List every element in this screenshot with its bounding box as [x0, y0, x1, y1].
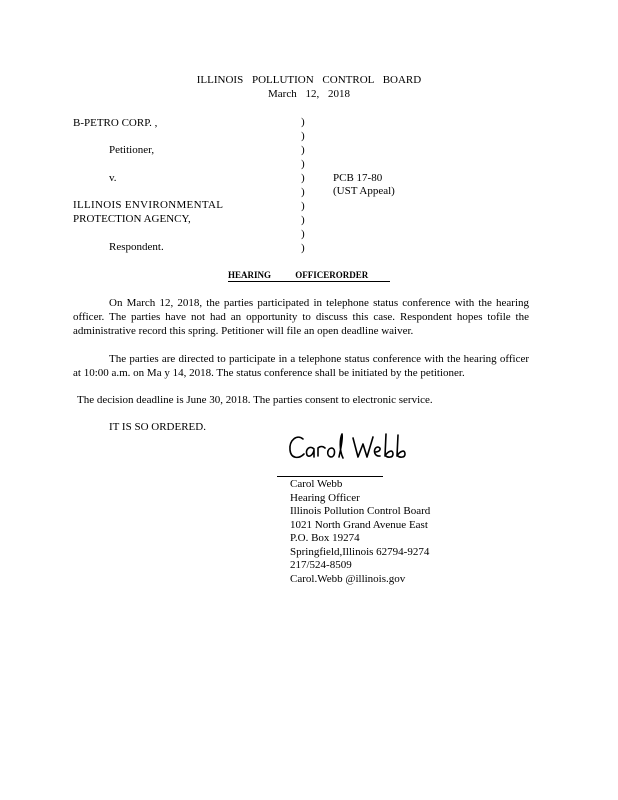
- paren: ): [301, 200, 305, 212]
- paragraph-2-text: The parties are directed to participate in a telephone status conference with the hearing officer at 10:00 a.m. on Ma y 14, 2018. The status conference shall be initiated by the petitioner.: [73, 353, 529, 379]
- respondent-name-line2: PROTECTION AGENCY,: [73, 213, 191, 225]
- paren: ): [301, 172, 305, 184]
- order-date: March 12, 2018: [268, 88, 350, 100]
- signature-block: [290, 478, 430, 586]
- board-name: ILLINOIS POLLUTION CONTROL BOARD: [196, 74, 422, 86]
- paren: ): [301, 214, 305, 226]
- respondent-role: Respondent.: [109, 241, 164, 253]
- signer-title: Hearing Officer: [290, 491, 360, 504]
- signer-po-box: P.O. Box 19274: [290, 532, 360, 544]
- order-title: HEARING OFFICERORDER: [228, 270, 390, 282]
- paragraph-1: [73, 296, 529, 338]
- paren: ): [301, 228, 305, 240]
- paragraph-2: [73, 352, 529, 380]
- caption-parentheses: [301, 115, 311, 255]
- paragraph-1-text: On March 12, 2018, the parties participated in telephone status conference with the hearing officer. The parties have not had an opportunity to discuss this case. Respondent hopes tofile the administrative record this spring. Petitioner will file an open deadline waiver.: [73, 297, 529, 337]
- signer-organization: Illinois Pollution Control Board: [290, 505, 431, 517]
- so-ordered: IT IS SO ORDERED.: [109, 421, 206, 433]
- signer-city: Springfield,Illinois 62794-9274: [290, 545, 430, 558]
- handwritten-signature: [287, 430, 413, 466]
- paren: ): [301, 144, 305, 156]
- case-type: (UST Appeal): [333, 185, 395, 197]
- signer-phone: 217/524-8509: [290, 559, 352, 571]
- petitioner-name: B-PETRO CORP. ,: [73, 117, 158, 129]
- paren: ): [301, 158, 305, 170]
- signer-name: Carol Webb: [290, 478, 343, 490]
- paragraph-3: The decision deadline is June 30, 2018. The parties consent to electronic service.: [77, 394, 433, 406]
- case-number: PCB 17-80: [333, 172, 383, 184]
- signer-email: Carol.Webb @illinois.gov: [290, 572, 406, 585]
- versus: v.: [109, 172, 117, 184]
- respondent-name-line1: ILLINOIS ENVIRONMENTAL: [73, 199, 224, 211]
- paren: ): [301, 186, 305, 198]
- signer-street: 1021 North Grand Avenue East: [290, 518, 428, 531]
- paren: ): [301, 130, 305, 142]
- signature-line: [277, 476, 383, 477]
- petitioner-role: Petitioner,: [109, 144, 155, 156]
- paren: ): [301, 242, 305, 254]
- paren: ): [301, 116, 305, 128]
